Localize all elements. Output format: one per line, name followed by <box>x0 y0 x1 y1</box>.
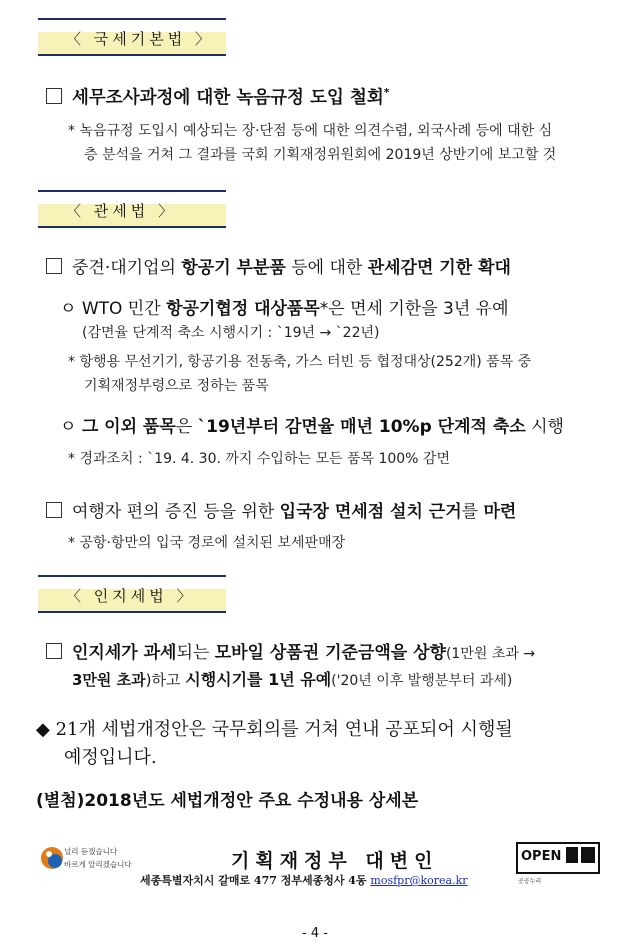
checkbox-icon <box>46 88 62 104</box>
item-stamp-tax-cont: 3만원 초과)하고 시행시기를 1년 유예('20년 이후 발행분부터 과세) <box>72 670 513 689</box>
item-wto-note: * 항행용 무선기기, 항공기용 전동축, 가스 터빈 등 협정대상(252개) 품목 중 기획재정부령으로 정하는 품목 <box>68 354 532 394</box>
ministry-slogan-logo: 널리 듣겠습니다 바르게 알리겠습니다 <box>40 840 128 878</box>
item-other-products: ㅇ 그 이외 품목은 `19년부터 감면율 매년 10%p 단계적 축소 시행 <box>60 417 564 437</box>
item-duty-free: 여행자 편의 증진 등을 위한 입국장 면세점 설치 근거를 마련 <box>46 497 516 522</box>
section-title: 〈 관세법 〉 <box>66 202 178 220</box>
email-link[interactable]: mosfpr@korea.kr <box>370 874 468 887</box>
item-recording-rule: 세무조사과정에 대한 녹음규정 도입 철회* <box>46 84 390 109</box>
open-license-logo: OPEN <box>516 842 600 874</box>
checkbox-icon <box>46 258 62 274</box>
section-header-customs <box>38 190 226 228</box>
page-number: - 4 - <box>302 926 328 941</box>
checkbox-icon <box>46 643 62 659</box>
license-icon <box>566 847 578 863</box>
license-icon <box>581 847 595 863</box>
ministry-emblem-icon <box>40 844 66 874</box>
attachment-title: (별첨)2018년도 세법개정안 주요 수정내용 상세본 <box>36 791 419 811</box>
item-aircraft-parts: 중견·대기업의 항공기 부분품 등에 대한 관세감면 기한 확대 <box>46 253 511 278</box>
closing-statement: ◆ 21개 세법개정안은 국무회의를 거쳐 연내 공포되어 시행될 예정입니다. <box>36 719 513 768</box>
section-header-stamp <box>38 575 226 613</box>
item-wto-agreement: ㅇ WTO 민간 항공기협정 대상품목*은 면세 기한을 3년 유예 <box>60 299 509 319</box>
section-title: 〈 인지세법 〉 <box>66 587 196 605</box>
item-stamp-tax: 인지세가 과세되는 모바일 상품권 기준금액을 상향(1만원 초과 → <box>46 638 535 663</box>
item-other-note: * 경과조치 : `19. 4. 30. 까지 수입하는 모든 품목 100% 감면 <box>68 451 450 467</box>
item-wto-schedule: (감면율 단계적 축소 시행시기 : `19년 → `22년) <box>82 325 380 341</box>
contact-address: 세종특별자치시 갈매로 477 정부세종청사 4동 mosfpr@korea.kr <box>140 874 468 887</box>
section-header-national-tax <box>38 18 226 56</box>
item-recording-note: * 녹음규정 도입시 예상되는 장·단점 등에 대한 의견수렴, 외국사례 등에 대한 심 층 분석을 거쳐 그 결과를 국회 기획재정위원회에 2019년 상반기에 보고할 것 <box>68 123 557 163</box>
open-license-caption: 공공누리 <box>518 878 542 885</box>
item-duty-free-note: * 공항·항만의 입국 경로에 설치된 보세판매장 <box>68 535 346 551</box>
spokesperson-title: 기획재정부 대변인 <box>231 850 439 872</box>
checkbox-icon <box>46 502 62 518</box>
section-title: 〈 국세기본법 〉 <box>66 30 214 48</box>
